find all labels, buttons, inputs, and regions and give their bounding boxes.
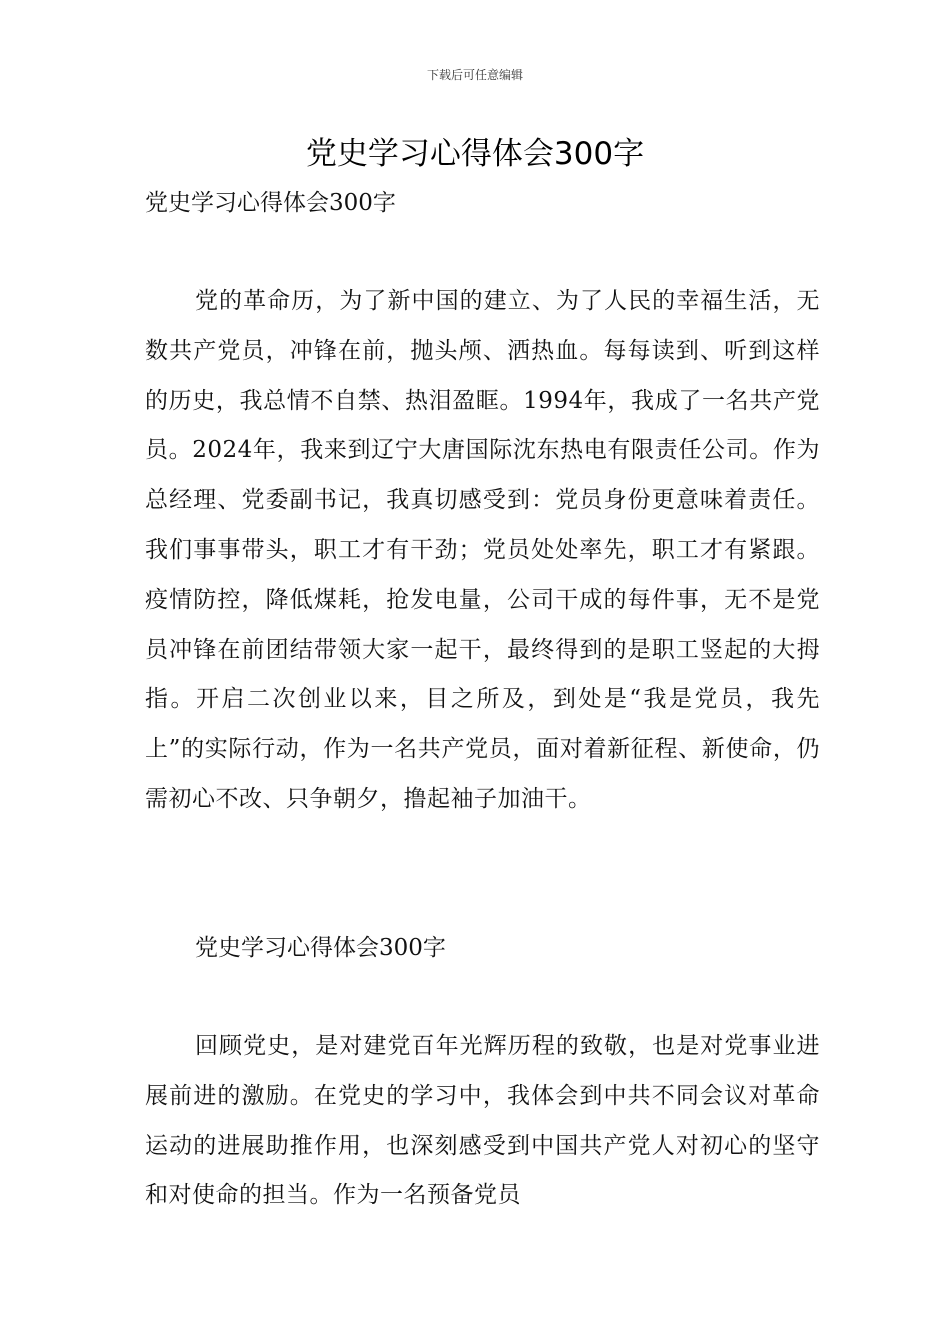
- body-paragraph-2: 回顾党史，是对建党百年光辉历程的致敬，也是对党事业进展前进的激励。在党史的学习中，我体会到中共不同会议对革命运动的进展助推作用，也深刻感受到中国共产党人对初心的坚守和对使命的担当。作为一名预备党员: [145, 1033, 820, 1209]
- document-title: 党史学习心得体会300字: [305, 136, 645, 172]
- document-subtitle: 党史学习心得体会300字: [145, 190, 396, 216]
- section-heading: 党史学习心得体会300字: [195, 935, 446, 961]
- header-note: 下载后可任意编辑: [426, 68, 523, 82]
- body-paragraph-1: 党的革命历，为了新中国的建立、为了人民的幸福生活，无数共产党员，冲锋在前，抛头颅、洒热血。每每读到、听到这样的历史，我总情不自禁、热泪盈眶。1994年，我成了一名共产党员。2024年，我来到辽宁大唐国际沈东热电有限责任公司。作为总经理、党委副书记，我真切感受到：党员身份更意味着责任。我们事事带头，职工才有干劲；党员处处率先，职工才有紧跟。疫情防控，降低煤耗，抢发电量，公司干成的每件事，无不是党员冲锋在前团结带领大家一起干，最终得到的是职工竖起的大拇指。开启二次创业以来，目之所及，到处是“我是党员，我先上”的实际行动，作为一名共产党员，面对着新征程、新使命，仍需初心不改、只争朝夕，撸起袖子加油干。: [145, 288, 820, 812]
